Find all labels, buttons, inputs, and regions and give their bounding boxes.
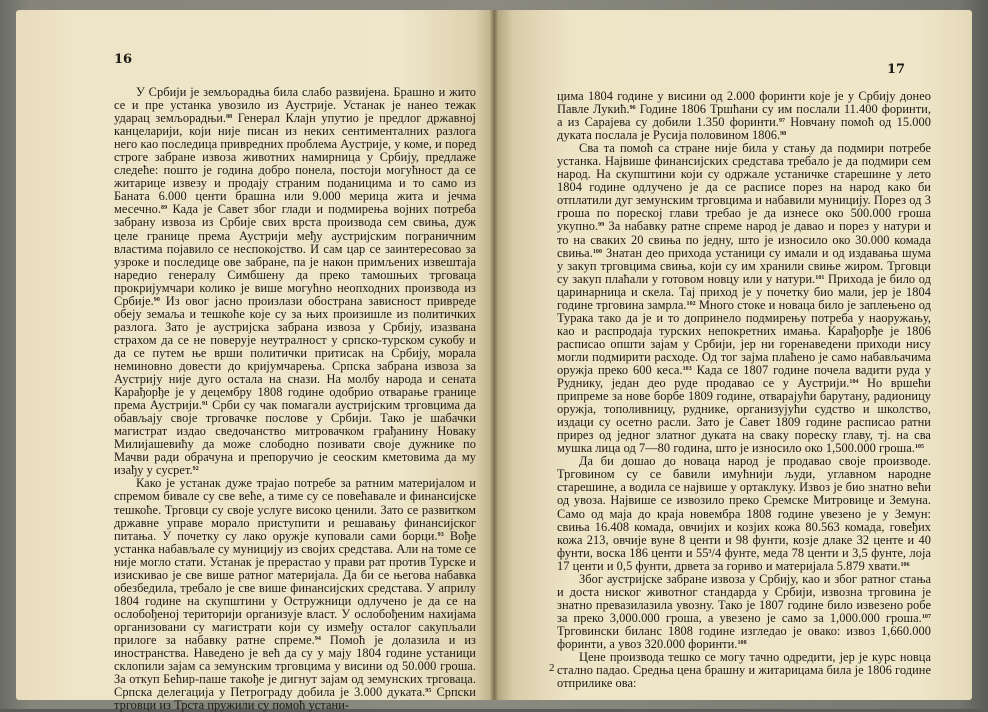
left-page: [16, 10, 494, 712]
right-page: [494, 10, 972, 700]
footnote-marker: 92: [192, 466, 199, 473]
footnote-marker: 106: [900, 561, 910, 568]
paragraph: [557, 651, 931, 690]
paragraph-text: Када је Савет због глади и подмирења војних потреба забрану извоза из Србије свих врста производа сем свиња, дуж целе границе према Аустрији међу аустријским пограничним властима појавило се неспокојство. И сам цар се заинтересовао за узроке и последице ове забране, па је након примљених извештаја наредио генералу Симбшену да преко тамошњих трговаца прокријумчари колико је више могућно неопходних производа из Србије.: [114, 202, 476, 308]
footnote-marker: 93: [437, 531, 444, 538]
paragraph-text: Године 1806 Тршћани су им послали 11.400 форинти, а из Сарајева су добили 1.350 форинти.: [557, 102, 932, 130]
paragraph: [557, 90, 931, 142]
footnote-marker: 98: [780, 131, 787, 138]
paragraph-text: Да би дошао до новаца народ је продавао своје производе. Трговином су се бавили имућнији људи, углавном народне старешине, а водила се највише у ортаклуку. Извоз је био знатно већи од увоза. Највише се извозило преко Сремске Митровице и Земуна. Само од маја до краја новембра 1808 године увезено је у Земун: свиња 16.408 комада, овчијих и козјих кожа 80.563 комада, говеђих кожа 213, овчије вуне 8 центи и 98 фунти, козје длаке 32 центе и 40 фунти, воска 186 центи и 55: [557, 454, 931, 560]
paragraph-text: /4 фунте, меда 78 центи и 3,5 фунте, лоја 17 центи и 0,5 фунти, дрвета за горивo и материјала 5.879 хвати.: [557, 545, 932, 573]
footnote-marker: 100: [592, 248, 602, 255]
paragraph-text: Сва та помоћ са стране није била у стању да подмири потребе устанка. Највише финансијских средстава требало је да подмири сем народ. На скупштини који су одржале устаничке старешине у лето 1804 године одлучено је да се расписе порез на народ како би отплатили дуг земунским трговцима и набавили муницију. Порез од 3 гроша по пореској глави требао је да изнесе око 500.000 гроша укупно.: [557, 141, 931, 234]
paragraph-text: Због аустријске забране извоза у Србију, као и због ратног стања и доста ниског животног стандарда у Србији, извозна трговина је знатно превазилазила увозну. Тако је 1807 године било извезено робе за преко 3,000.000 гроша, а увезено је само за 1,000.000 гроша.: [557, 571, 931, 625]
footnote-marker: 97: [778, 118, 786, 125]
paragraph-text: Трговински биланс 1808 године изгледао је овако: извоз 1,660.000 форинти, а увоз 320.000 форинти.: [557, 623, 931, 651]
footnote-marker: 3: [708, 548, 712, 555]
footnote-marker: 88: [226, 114, 233, 121]
paragraph: [557, 142, 931, 455]
paragraph: [114, 86, 476, 477]
page-number: 16: [114, 52, 133, 67]
footnote-marker: 101: [815, 274, 825, 281]
left-page-body: [114, 86, 476, 712]
paragraph-text: Из овог јасно произлази обострана зависност привреде обеју земаља и тешкоће које су за њих произишле из политичких разлога. Зато је аустријска забрана извоза у Србију, изазвана страхом да се не поверује неутралност у српско-турском сукобу и да се путем ње врши политички притисак на Србију, морала неминовно довести до кријумчарења. Српска забрана извоза за Аустрију није дуго остала на снази. На молбу народа и сената Карађорђе је у децембру 1808 године одобрио отварање границе према Аустрији.: [114, 293, 476, 413]
footnote-marker: 107: [921, 613, 931, 620]
paragraph-text: цима 1804 године у висини од 2.000 форинти које је у Србију донео Павле Лукић.: [557, 89, 931, 117]
footnote-marker: 105: [914, 444, 925, 451]
paragraph-text: За набавку ратне спреме народ је давао и порез у натури и то на сваких 20 свиња по једну, што је износило око 30.000 комада свиња.: [557, 219, 931, 260]
paragraph: [114, 477, 476, 712]
paragraph-text: Генерал Клајн упутио је предлог државној канцеларији, који није писан из неких сентименталних разлога него као последица привредних проблема Аустрије, у коме, и поред строге забране извоза животних намирница у Србију, предлаже следеће: пошто је година добро понела, постоји могућност да се житарице извезу и продају страним поданицима и то само из Баната 6.000 центи брашна или 9.000 мерица жита и јечма месечно.: [114, 111, 476, 217]
footnote-marker: 103: [682, 365, 692, 372]
paragraph: [557, 455, 931, 572]
footnote-marker: 104: [849, 379, 859, 386]
paragraph-text: Вође устанка набављале су муницију из својих средстава. Али на томе се није могло стати. Устанак је прерастао у прави рат против Турске и изискивао је све више ратног материјала. Да би се његова набавка обезбедила, требало је све више финансијских средстава. У априлу 1804 године на скупштини у Остружници одлучено је да се на ослобођеној територији организује власт. У ослобођеним нахијама организовани су магистрати који су између осталог сакупљали прилоге за набавку ратне спреме.: [114, 528, 476, 647]
paragraph-text: Знатан део прихода устаници су имали и од издавања шума у закуп трговцима свиња, који су им хранили свиње жиром. Трговци су закуп плаћали у готовом новцу или у натури.: [557, 245, 931, 286]
footnote-marker: 102: [686, 300, 696, 307]
paragraph: [557, 573, 931, 651]
paragraph-text: Када се 1807 године почела вадити руда у Руднику, један део руде продавао се у Аустрији.: [557, 362, 931, 391]
paragraph-text: Срби су чак помагали аустријским трговцима да обављају своје трговачке послове у Србији. Тако је шабачки магистрат издао сведочанство митровачком грађанину Новаку Милијашевићу да може слободно позивати своје дужнике по Мачви ради обрачуна и препоручио је сеоским кметовима да му изађу у сусрет.: [114, 398, 476, 478]
footnote-marker: 108: [737, 639, 747, 646]
paragraph-text: Како је устанак дуже трајао потребе за ратним материјалом и спремом бивале су све веће, а тиме су се повећавале и финансијске тешкоће. Трговци су своје услуге високо ценили. Зато се развитком државне управе морало приступити и решавању финансијског питања. У почетку су лако оружје куповали сами борци.: [114, 476, 476, 543]
footnote-marker: 95: [425, 688, 432, 695]
signature-mark: 2: [549, 662, 555, 674]
footnote-marker: 99: [598, 222, 605, 229]
footnote-marker: 90: [153, 296, 160, 303]
page-number: 17: [887, 62, 906, 77]
book-gutter: [490, 10, 498, 700]
paragraph-text: Много стоке и новаца било је заплењено од Турака тако да је и то допринело подмирењу потреба у наоружању, као и распродаја турских непокретних имања. Карађорђе је 1806 расписао општи зајам у Србији, јер ни горенаведени приходи нису могли подмирити расходе. Од тог зајма плаћено је само набављачима оружја преко 600 кеса.: [557, 297, 931, 377]
paragraph-text: У Србији је земљорадња била слабо развијена. Брашно и жито се и пре устанка увозило из Аустрије. Устанак је нанео тежак ударац земљорадњи.: [114, 85, 476, 126]
footnote-marker: 94: [314, 635, 321, 642]
footnote-marker: 91: [201, 401, 209, 408]
footnote-marker: 96: [629, 105, 636, 112]
paragraph-text: Српски трговци из Трста пружили су помоћ устани-: [114, 685, 476, 712]
paragraph-text: Прихода је било од царинарница и скела. Тај приход је у почетку био мали, јер је 1804 године трговина замрла.: [557, 271, 931, 312]
paragraph-text: Помоћ је долазила и из иностранства. Наведено је већ да су у мају 1804 године устаници склопили зајам са земунским трговцима у висини од 50.000 гроша. За откуп Бећир-паше такође је дигнут зајам од земунских трговаца. Српска делегација у Петрограду добила је 3.000 дуката.: [114, 632, 476, 700]
paragraph-text: Цене производа тешко се могу тачно одредити, јер је курс новца стално падао. Средња цена брашну и житарицама била је 1806 године отприлике ова:: [557, 650, 931, 691]
paragraph-text: Но вршећи припреме за нове борбе 1809 године, отварајући барутану, радионицу оружја, тополивницу, руднике, организујући судство и школство, издаци су осетно расли. Зато је Савет 1809 године расписао ратни прирез од једног златног дуката на сваку пореску главу, тј. на сва мушка лица од 7—80 година, што је износило око 1,500.000 гроша.: [557, 376, 931, 456]
footnote-marker: 89: [161, 205, 168, 212]
paragraph-text: Новчану помоћ од 15.000 дуката послала је Русија половином 1806.: [557, 115, 931, 143]
right-page-body: [557, 90, 931, 690]
